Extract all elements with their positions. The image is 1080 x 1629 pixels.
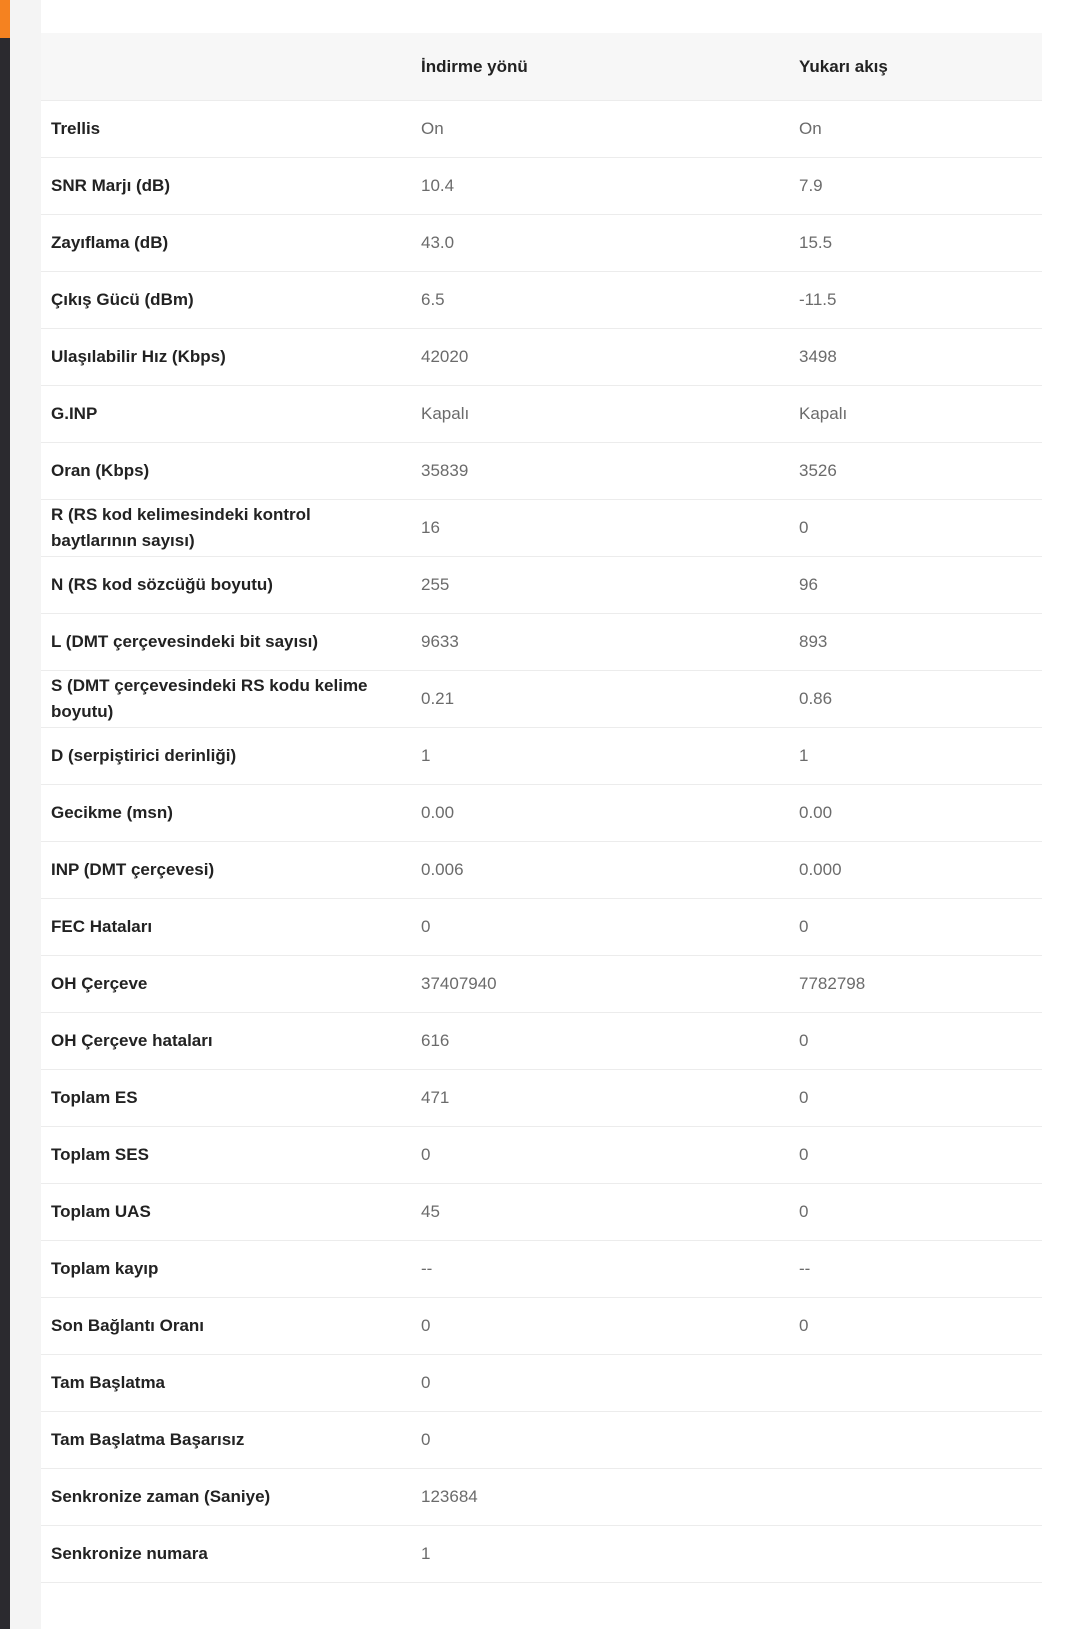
upstream-value bbox=[789, 1469, 1042, 1526]
table-header-row bbox=[41, 33, 1042, 101]
downstream-value: 0 bbox=[411, 1298, 789, 1355]
header-upstream: Yukarı akış bbox=[789, 33, 1042, 101]
row-label: OH Çerçeve hataları bbox=[41, 1013, 411, 1070]
row-label: N (RS kod sözcüğü boyutu) bbox=[41, 557, 411, 614]
table-row bbox=[41, 1355, 1042, 1412]
row-label: Toplam kayıp bbox=[41, 1241, 411, 1298]
downstream-value: 0 bbox=[411, 1127, 789, 1184]
row-label: Zayıflama (dB) bbox=[41, 215, 411, 272]
downstream-value: 10.4 bbox=[411, 158, 789, 215]
downstream-value: 37407940 bbox=[411, 956, 789, 1013]
downstream-value: On bbox=[411, 101, 789, 158]
row-label: Oran (Kbps) bbox=[41, 443, 411, 500]
table-row bbox=[41, 215, 1042, 272]
downstream-value: 123684 bbox=[411, 1469, 789, 1526]
table-row bbox=[41, 500, 1042, 557]
table-row bbox=[41, 1070, 1042, 1127]
upstream-value: 7782798 bbox=[789, 956, 1042, 1013]
downstream-value: 1 bbox=[411, 1526, 789, 1583]
table-row bbox=[41, 1298, 1042, 1355]
sidebar-active-indicator bbox=[0, 0, 10, 38]
upstream-value: -- bbox=[789, 1241, 1042, 1298]
row-label: Toplam UAS bbox=[41, 1184, 411, 1241]
downstream-value: 43.0 bbox=[411, 215, 789, 272]
downstream-value: 42020 bbox=[411, 329, 789, 386]
downstream-value: 9633 bbox=[411, 614, 789, 671]
upstream-value: Kapalı bbox=[789, 386, 1042, 443]
upstream-value: 1 bbox=[789, 728, 1042, 785]
upstream-value: On bbox=[789, 101, 1042, 158]
downstream-value: 0 bbox=[411, 1412, 789, 1469]
sidebar-strip bbox=[0, 0, 10, 1629]
row-label: Toplam SES bbox=[41, 1127, 411, 1184]
table-row bbox=[41, 272, 1042, 329]
upstream-value: 96 bbox=[789, 557, 1042, 614]
row-label: INP (DMT çerçevesi) bbox=[41, 842, 411, 899]
upstream-value: 0 bbox=[789, 500, 1042, 557]
row-label: Tam Başlatma Başarısız bbox=[41, 1412, 411, 1469]
row-label: SNR Marjı (dB) bbox=[41, 158, 411, 215]
upstream-value: 0 bbox=[789, 1184, 1042, 1241]
upstream-value: 7.9 bbox=[789, 158, 1042, 215]
table-row bbox=[41, 443, 1042, 500]
row-label: Son Bağlantı Oranı bbox=[41, 1298, 411, 1355]
table-row bbox=[41, 101, 1042, 158]
row-label: FEC Hataları bbox=[41, 899, 411, 956]
downstream-value: 45 bbox=[411, 1184, 789, 1241]
table-row bbox=[41, 842, 1042, 899]
downstream-value: 471 bbox=[411, 1070, 789, 1127]
row-label: OH Çerçeve bbox=[41, 956, 411, 1013]
upstream-value: 0.000 bbox=[789, 842, 1042, 899]
table-row bbox=[41, 1412, 1042, 1469]
row-label: D (serpiştirici derinliği) bbox=[41, 728, 411, 785]
downstream-value: 0 bbox=[411, 899, 789, 956]
upstream-value bbox=[789, 1355, 1042, 1412]
table-row bbox=[41, 1241, 1042, 1298]
row-label: G.INP bbox=[41, 386, 411, 443]
downstream-value: Kapalı bbox=[411, 386, 789, 443]
header-parameter bbox=[41, 33, 411, 101]
table-row bbox=[41, 1184, 1042, 1241]
table-row bbox=[41, 671, 1042, 728]
table-row bbox=[41, 1469, 1042, 1526]
table-row bbox=[41, 899, 1042, 956]
downstream-value: 0.006 bbox=[411, 842, 789, 899]
upstream-value: 0 bbox=[789, 899, 1042, 956]
header-downstream: İndirme yönü bbox=[411, 33, 789, 101]
row-label: Senkronize zaman (Saniye) bbox=[41, 1469, 411, 1526]
table-row bbox=[41, 386, 1042, 443]
upstream-value: 3498 bbox=[789, 329, 1042, 386]
row-label: Gecikme (msn) bbox=[41, 785, 411, 842]
upstream-value: 0 bbox=[789, 1298, 1042, 1355]
row-label: Tam Başlatma bbox=[41, 1355, 411, 1412]
row-label: Trellis bbox=[41, 101, 411, 158]
row-label: S (DMT çerçevesindeki RS kodu kelime boyutu) bbox=[41, 671, 411, 728]
downstream-value: 0.00 bbox=[411, 785, 789, 842]
table-row bbox=[41, 1013, 1042, 1070]
upstream-value: 0 bbox=[789, 1013, 1042, 1070]
downstream-value: 255 bbox=[411, 557, 789, 614]
upstream-value bbox=[789, 1412, 1042, 1469]
upstream-value: 3526 bbox=[789, 443, 1042, 500]
row-label: Senkronize numara bbox=[41, 1526, 411, 1583]
row-label: Çıkış Gücü (dBm) bbox=[41, 272, 411, 329]
downstream-value: 0 bbox=[411, 1355, 789, 1412]
row-label: Ulaşılabilir Hız (Kbps) bbox=[41, 329, 411, 386]
row-label: R (RS kod kelimesindeki kontrol baytlarının sayısı) bbox=[41, 500, 411, 557]
downstream-value: 6.5 bbox=[411, 272, 789, 329]
downstream-value: -- bbox=[411, 1241, 789, 1298]
downstream-value: 0.21 bbox=[411, 671, 789, 728]
table-row bbox=[41, 557, 1042, 614]
table-row bbox=[41, 1526, 1042, 1583]
downstream-value: 35839 bbox=[411, 443, 789, 500]
row-label: L (DMT çerçevesindeki bit sayısı) bbox=[41, 614, 411, 671]
downstream-value: 16 bbox=[411, 500, 789, 557]
row-label: Toplam ES bbox=[41, 1070, 411, 1127]
table-row bbox=[41, 614, 1042, 671]
table-row bbox=[41, 728, 1042, 785]
upstream-value: -11.5 bbox=[789, 272, 1042, 329]
upstream-value bbox=[789, 1526, 1042, 1583]
upstream-value: 15.5 bbox=[789, 215, 1042, 272]
downstream-value: 616 bbox=[411, 1013, 789, 1070]
upstream-value: 893 bbox=[789, 614, 1042, 671]
table-row bbox=[41, 1127, 1042, 1184]
upstream-value: 0 bbox=[789, 1070, 1042, 1127]
table-row bbox=[41, 158, 1042, 215]
table-row bbox=[41, 785, 1042, 842]
table-row bbox=[41, 329, 1042, 386]
table-row bbox=[41, 956, 1042, 1013]
dsl-statistics-table bbox=[41, 33, 1042, 1583]
upstream-value: 0.86 bbox=[789, 671, 1042, 728]
upstream-value: 0 bbox=[789, 1127, 1042, 1184]
downstream-value: 1 bbox=[411, 728, 789, 785]
upstream-value: 0.00 bbox=[789, 785, 1042, 842]
